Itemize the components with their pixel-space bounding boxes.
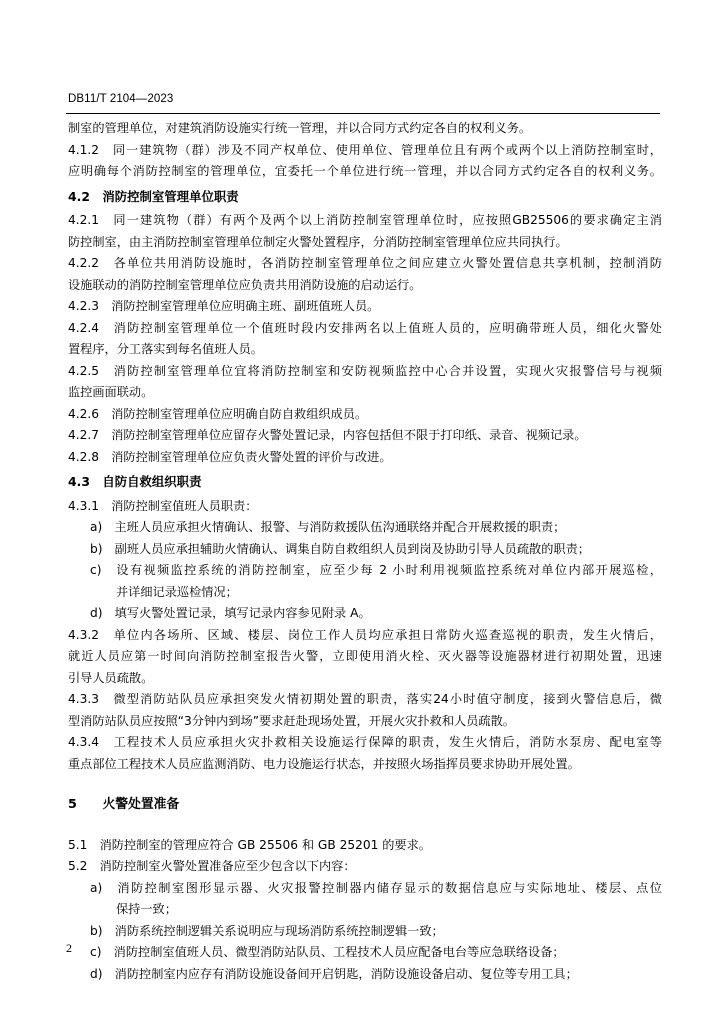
text-line: d) 填写火警处置记录，填写记录内容参见附录 A。 (90, 606, 371, 620)
text-line: 防控制室，由主消防控制室管理单位制定火警处置程序，分消防控制室管理单位应共同执行。 (68, 234, 568, 249)
text-line: 4.2.5 消防控制室管理单位宜将消防控制室和安防视频监控中心合并设置，实现火灾报警信号与视频 (68, 363, 662, 378)
text-line: 4.2.7 消防控制室管理单位应留存火警处置记录，内容包括但不限于打印纸、录音、视频记录。 (68, 428, 587, 442)
text-line: 4.3.3 微型消防站队员应承担突发火情初期处置的职责，落实24小时值守制度，接到火警信息后，微 (68, 692, 662, 706)
text-line: 制室的管理单位，对建筑消防设施实行统一管理，并以合同方式约定各自的权利义务。 (68, 121, 532, 135)
text-line: 5.2 消防控制室火警处置准备应至少包含以下内容： (68, 859, 356, 873)
text-line: 引导人员疏散。 (68, 670, 154, 685)
text-line: 置程序，分工落实到每名值班人员。 (68, 342, 263, 356)
standard-code-header: DB11/T 2104—2023 (68, 93, 174, 105)
text-line: 4.2.2 各单位共用消防设施时，各消防控制室管理单位之间应建立火警处置信息共享机制，控制消防 (68, 256, 662, 270)
text-line: d) 消防控制室内应存有消防设施设备间开启钥匙，消防设施设备启动、复位等专用工具； (90, 966, 578, 981)
text-line: 4.2.4 消防控制室管理单位一个值班时段内安排两名以上值班人员的，应明确带班人员，细化火警处 (68, 320, 662, 335)
text-line: 4.2.6 消防控制室管理单位应明确自防自救组织成员。 (68, 406, 368, 421)
section-heading: 4.2 消防控制室管理单位职责 (68, 188, 239, 204)
text-line: 4.2.1 同一建筑物（群）有两个及两个以上消防控制室管理单位时，应按照GB25506的要求确定主消 (68, 213, 662, 227)
text-line: 应明确每个消防控制室的管理单位，宜委托一个单位进行统一管理，并以合同方式约定各自的权利义务。 (68, 164, 662, 178)
text-line: b) 副班人员应承担辅助火情确认、调集自防自救组织人员到岗及协助引导人员疏散的职责； (90, 541, 590, 556)
text-line: 监控画面联动。 (68, 385, 154, 399)
text-line: c) 消防控制室值班人员、微型消防站队员、工程技术人员应配备电台等应急联络设备； (90, 945, 565, 959)
text-line: 重点部位工程技术人员应监测消防、电力设施运行状态，并按照火场指挥员要求协助开展处置。 (68, 756, 580, 771)
spacer (68, 816, 662, 835)
text-line: b) 消防系统控制逻辑关系说明应与现场消防系统控制逻辑一致； (90, 923, 444, 938)
page-number: 2 (66, 941, 72, 955)
text-line: 5.1 消防控制室的管理应符合 GB 25506 和 GB 25201 的要求。 (68, 837, 431, 852)
header-rule (66, 113, 660, 114)
text-line: 就近人员应第一时间向消防控制室报告火警，立即使用消火栓、灭火器等设施器材进行初期处置，迅速 (68, 649, 662, 663)
text-line: 4.2.3 消防控制室管理单位应明确主班、副班值班人员。 (68, 299, 380, 313)
text-line: 设施联动的消防控制室管理单位应负责共用消防设施的启动运行。 (68, 277, 422, 292)
text-line: 4.1.2 同一建筑物（群）涉及不同产权单位、使用单位、管理单位且有两个或两个以上消防控制室时， (68, 142, 662, 157)
text-line: 4.3.1 消防控制室值班人员职责： (68, 498, 258, 513)
text-line: a) 主班人员应承担火情确认、报警、与消防救援队伍沟通联络并配合开展救援的职责； (90, 520, 566, 534)
section-heading: 4.3 自防自救组织职责 (68, 474, 202, 489)
text-line: 型消防站队员应按照“3分钟内到场”要求赶赴现场处置，开展火灾扑救和人员疏散。 (68, 713, 515, 728)
text-line: c) 设有视频监控系统的消防控制室，应至少每 2 小时利用视频监控系统对单位内部开展巡检， (90, 563, 662, 577)
section-heading: 5 火警处置准备 (68, 797, 180, 812)
text-line: 4.3.4 工程技术人员应承担火灾扑救相关设施运行保障的职责，发生火情后，消防水泵房、配电室等 (68, 735, 662, 749)
text-line: 4.3.2 单位内各场所、区域、楼层、岗位工作人员均应承担日常防火巡查巡视的职责，发生火情后， (68, 627, 662, 642)
text-line: a) 消防控制室图形显示器、火灾报警控制器内储存显示的数据信息应与实际地址、楼层、点位 (90, 880, 662, 895)
text-line: 并详细记录巡检情况； (116, 584, 238, 599)
document-body (68, 118, 662, 985)
text-line: 4.2.8 消防控制室管理单位应负责火警处置的评价与改进。 (68, 449, 392, 464)
text-line: 保持一致； (116, 902, 177, 916)
spacer (68, 775, 662, 794)
